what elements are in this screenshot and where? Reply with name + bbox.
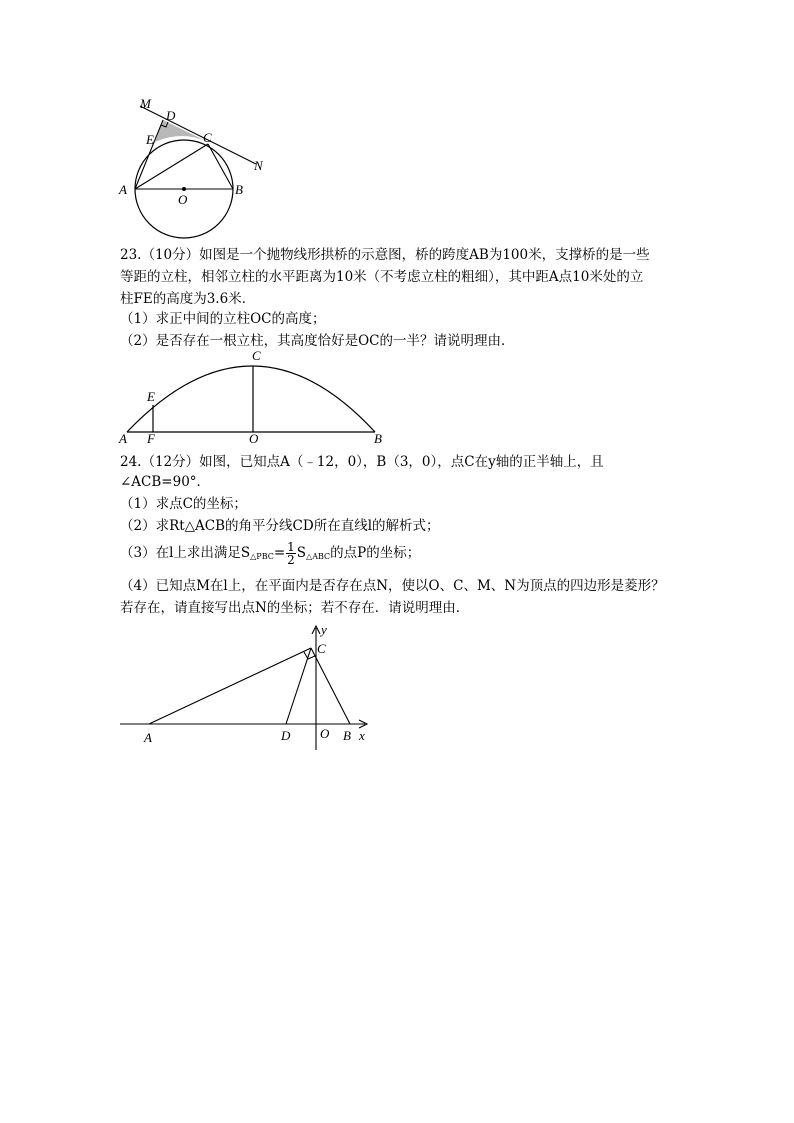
q23-line-3: 柱FE的高度为3.6米． (120, 291, 256, 307)
label-a: A (144, 730, 152, 745)
question-24 (120, 452, 700, 617)
label-c: C (203, 130, 212, 145)
q24-sub3-suffix: 的点P的坐标； (330, 545, 421, 561)
label-d: D (166, 108, 176, 123)
segment-ac (135, 144, 208, 189)
q23-line-1: 23.（10分）如图是一个抛物线形拱桥的示意图，桥的跨度AB为100米，支撑桥的是一些 (120, 247, 650, 263)
q24-sub3-sub-left: △PBC (250, 552, 274, 561)
label-f: F (147, 431, 155, 446)
label-n: N (254, 158, 263, 173)
q24-subquestion-2: （2）求Rt△ACB的角平分线CD所在直线l的解析式； (120, 518, 440, 534)
q24-sub3-eq: = (273, 545, 286, 561)
q23-line-2: 等距的立柱，相邻立柱的水平距离为10米（不考虑立柱的粗细），其中距A点10米处的立 (120, 269, 644, 285)
label-x: x (359, 728, 365, 743)
label-o: O (249, 431, 259, 446)
coordinate-triangle-figure (115, 622, 380, 754)
fraction-denominator: 2 (287, 553, 295, 567)
question-23 (120, 245, 680, 349)
label-e: E (147, 389, 155, 404)
segment-ad (135, 120, 163, 189)
label-o: O (320, 726, 330, 741)
arch-bridge-figure (110, 345, 400, 450)
q24-subquestion-3 (120, 540, 420, 570)
label-d: D (281, 728, 291, 743)
q24-line-2: ∠ACB=90°． (120, 474, 211, 490)
label-b: B (235, 182, 243, 197)
q24-sub3-s: S (296, 545, 307, 561)
segment-cb (311, 648, 350, 724)
q24-sub3-fraction (286, 541, 296, 566)
center-dot (182, 187, 186, 191)
parabola-arch (127, 366, 375, 432)
fraction-numerator: 1 (287, 540, 295, 554)
label-y: y (321, 622, 327, 637)
label-b: B (343, 728, 351, 743)
q24-sub3-prefix: （3）在l上求出满足S (120, 545, 251, 561)
label-a: A (119, 182, 127, 197)
label-e: E (146, 132, 154, 147)
segment-ac (149, 648, 311, 724)
circle-tangent-figure (110, 92, 280, 242)
q24-subquestion-1: （1）求点C的坐标； (120, 496, 247, 512)
q24-subquestion-4-line-2: 若存在，请直接写出点N的坐标；若不存在．请说明理由． (120, 600, 470, 616)
label-m: M (140, 96, 151, 111)
q24-subquestion-4-line-1: （4）已知点M在l上，在平面内是否存在点N，使以O、C、M、N为顶点的四边形是菱形？ (120, 578, 665, 594)
label-a: A (119, 431, 127, 446)
q24-sub3-sub-right: △ABC (306, 552, 331, 561)
label-b: B (374, 431, 382, 446)
label-o: O (178, 192, 188, 207)
q23-subquestion-1: （1）求正中间的立柱OC的高度； (120, 311, 326, 327)
shaded-region (155, 120, 208, 142)
q23-subquestion-2: （2）是否存在一根立柱，其高度恰好是OC的一半？请说明理由． (120, 333, 515, 349)
segment-cd (286, 648, 311, 724)
label-c: C (252, 348, 261, 363)
q24-line-1: 24.（12分）如图，已知点A（﹣12，0），B（3，0），点C在y轴的正半轴上，且 (120, 454, 604, 470)
label-c: C (317, 641, 326, 656)
